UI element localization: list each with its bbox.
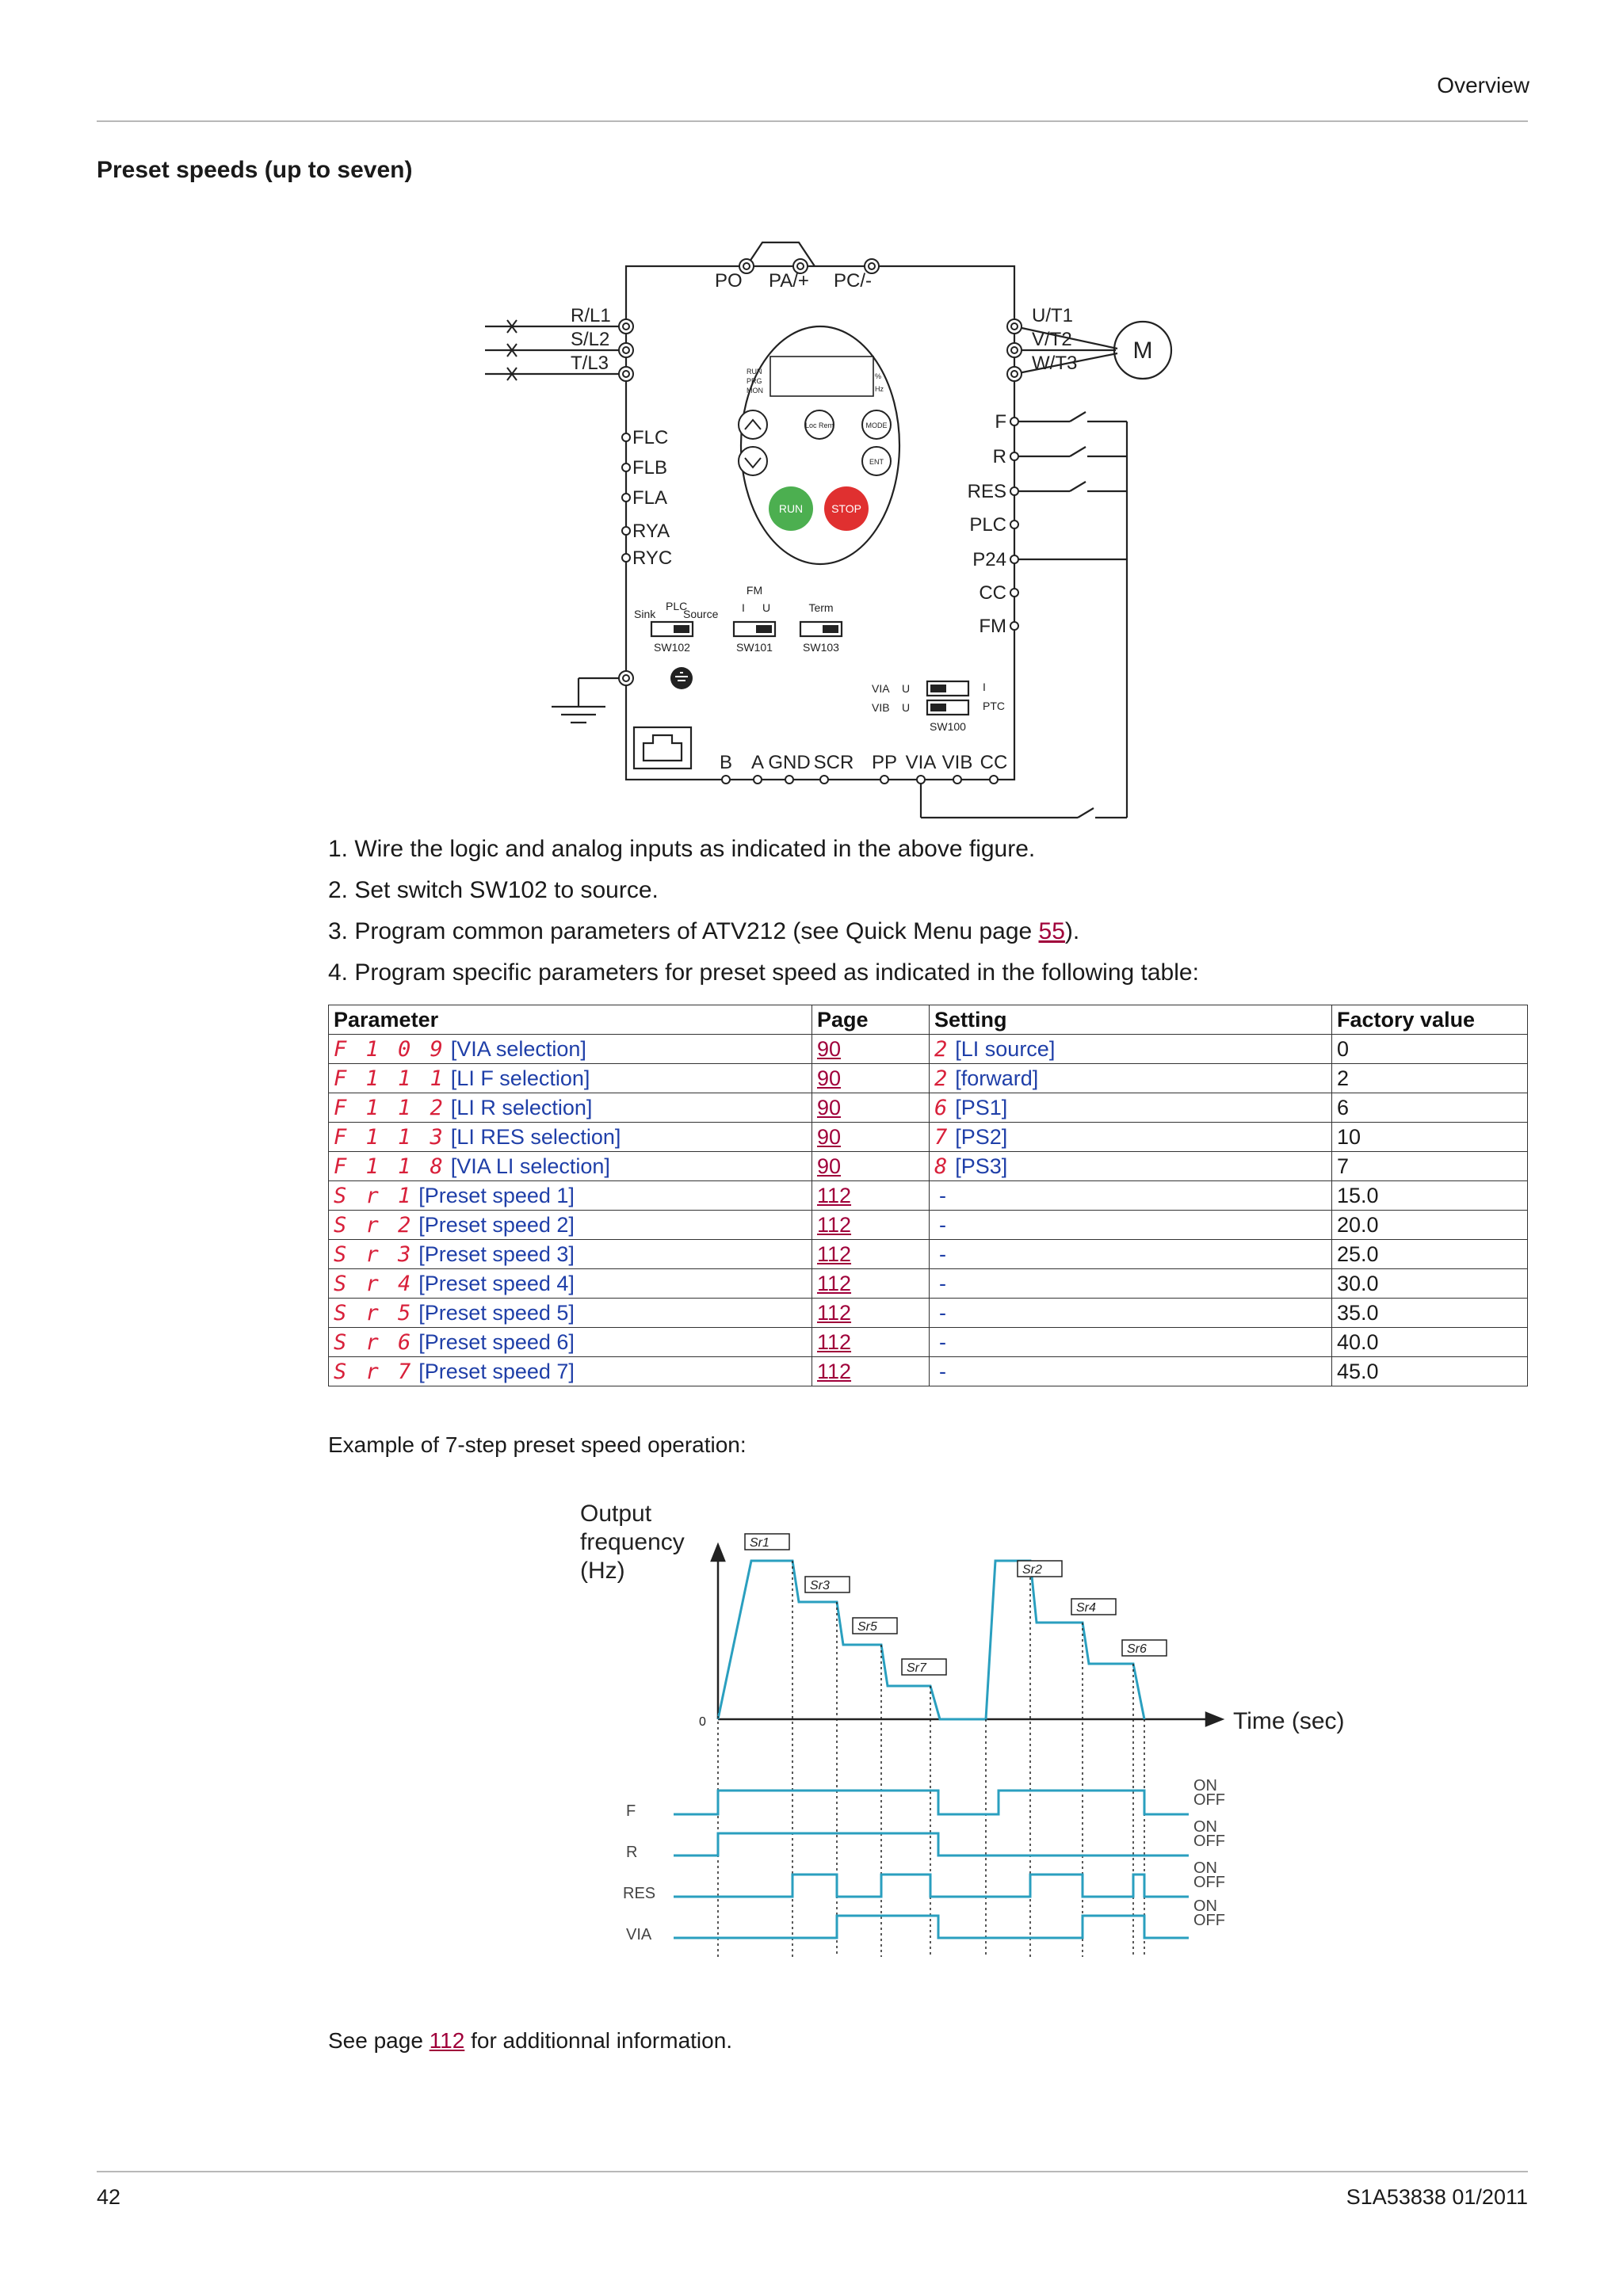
signal-via [674, 1916, 1189, 1938]
svg-text:PTC: PTC [983, 700, 1005, 712]
svg-text:OFF: OFF [1193, 1874, 1225, 1891]
setting-cell [930, 1299, 1332, 1328]
svg-text:VIA: VIA [872, 682, 890, 695]
parameter-name: [VIA selection] [450, 1036, 586, 1061]
signal-f-label: F [626, 1802, 636, 1820]
setting-cell [930, 1357, 1332, 1386]
term-tl3: T/L3 [571, 353, 609, 374]
term-r: R [992, 446, 1006, 467]
setting-name: - [939, 1329, 946, 1354]
term-ryc: RYC [632, 547, 673, 569]
parameter-name: [Preset speed 1] [418, 1183, 575, 1207]
factory-value-cell: 2 [1332, 1064, 1528, 1093]
page-cell [812, 1093, 930, 1123]
term-fla: FLA [632, 487, 668, 509]
table-row [329, 1064, 1528, 1093]
term-res: RES [967, 481, 1006, 502]
step-1: 1. Wire the logic and analog inputs as indicated in the above figure. [328, 836, 1036, 862]
setting-cell [930, 1152, 1332, 1181]
svg-text:RUN: RUN [747, 368, 762, 376]
parameter-name: [Preset speed 2] [418, 1212, 575, 1237]
setting-cell [930, 1328, 1332, 1357]
header-rule [97, 120, 1528, 122]
setting-cell [930, 1181, 1332, 1211]
term-gnd: GND [768, 752, 811, 773]
page-cell [812, 1299, 930, 1328]
page-cell [812, 1123, 930, 1152]
col-setting: Setting [930, 1005, 1332, 1035]
setting-name: [PS1] [955, 1095, 1008, 1119]
speed-tag-sr7: Sr7 [907, 1661, 926, 1675]
svg-text:ENT: ENT [869, 458, 884, 466]
term-plc: PLC [969, 514, 1006, 536]
step-2: 2. Set switch SW102 to source. [328, 877, 659, 903]
ground-icon [670, 667, 693, 689]
term-pp: PP [871, 752, 898, 773]
factory-value-cell: 30.0 [1332, 1269, 1528, 1299]
table-row [329, 1152, 1528, 1181]
table-row [329, 1357, 1528, 1386]
factory-value-cell: 20.0 [1332, 1211, 1528, 1240]
setting-cell [930, 1211, 1332, 1240]
signal-f [674, 1791, 1189, 1814]
setting-code: 2 [934, 1066, 951, 1091]
y-label-line-3: (Hz) [580, 1558, 625, 1584]
table-row [329, 1093, 1528, 1123]
svg-text:I: I [742, 601, 745, 614]
header-section-label: Overview [1437, 73, 1529, 97]
setting-code: 2 [934, 1036, 951, 1062]
setting-name: - [939, 1212, 946, 1237]
parameter-code: S r 3 [334, 1241, 414, 1267]
svg-text:Hz: Hz [875, 385, 884, 393]
parameter-name: [Preset speed 4] [418, 1271, 575, 1295]
factory-value-cell: 25.0 [1332, 1240, 1528, 1269]
svg-text:U: U [902, 701, 911, 714]
term-f: F [995, 411, 1006, 433]
svg-text:MODE: MODE [865, 421, 888, 429]
parameter-code: F 1 1 3 [334, 1124, 446, 1150]
parameter-name: [LI F selection] [450, 1066, 590, 1090]
svg-text:Loc Rem: Loc Rem [804, 421, 834, 429]
speed-tag-sr5: Sr5 [857, 1620, 877, 1634]
col-factory-value: Factory value [1332, 1005, 1528, 1035]
example-label: Example of 7-step preset speed operation: [328, 1432, 747, 1457]
parameter-code: S r 1 [334, 1183, 414, 1208]
signal-r [674, 1833, 1189, 1855]
page-cell [812, 1035, 930, 1064]
parameter-cell [329, 1240, 812, 1269]
parameter-code: F 1 0 9 [334, 1036, 446, 1062]
svg-text:ON: ON [1193, 1777, 1217, 1794]
setting-name: [PS3] [955, 1154, 1008, 1178]
parameter-cell [329, 1211, 812, 1240]
svg-text:SW102: SW102 [654, 641, 690, 654]
speed-tag-sr3: Sr3 [810, 1579, 830, 1592]
page-link[interactable]: 112 [817, 1300, 852, 1325]
quick-menu-page-link[interactable]: 55 [1038, 918, 1065, 944]
parameter-code: S r 2 [334, 1212, 414, 1238]
parameter-cell [329, 1093, 812, 1123]
x-label: Time (sec) [1233, 1708, 1345, 1734]
parameter-name: [VIA LI selection] [450, 1154, 610, 1178]
setting-cell [930, 1240, 1332, 1269]
parameter-code: S r 5 [334, 1300, 414, 1325]
see-page-link[interactable]: 112 [429, 2028, 465, 2053]
setting-cell [930, 1035, 1332, 1064]
term-po: PO [715, 270, 743, 292]
parameter-name: [Preset speed 6] [418, 1329, 575, 1354]
svg-text:Term: Term [808, 601, 834, 614]
page-cell [812, 1152, 930, 1181]
page-cell [812, 1240, 930, 1269]
parameter-code: F 1 1 2 [334, 1095, 446, 1120]
parameter-name: [Preset speed 5] [418, 1300, 575, 1325]
signal-res [674, 1875, 1189, 1897]
svg-text:Sink: Sink [634, 608, 656, 620]
parameter-name: [LI RES selection] [450, 1124, 621, 1149]
table-row [329, 1123, 1528, 1152]
term-cc: CC [979, 582, 1006, 604]
term-sl2: S/L2 [571, 329, 610, 350]
parameter-code: S r 4 [334, 1271, 414, 1296]
parameter-code: F 1 1 8 [334, 1154, 446, 1179]
wiring-diagram [475, 238, 1189, 824]
term-ut1: U/T1 [1032, 305, 1074, 326]
table-row [329, 1269, 1528, 1299]
page-number: 42 [97, 2185, 121, 2209]
page-cell [812, 1064, 930, 1093]
term-p24: P24 [972, 549, 1006, 570]
parameter-cell [329, 1328, 812, 1357]
parameter-name: [Preset speed 3] [418, 1241, 575, 1266]
setting-cell [930, 1093, 1332, 1123]
col-page: Page [812, 1005, 930, 1035]
table-row [329, 1240, 1528, 1269]
term-pc: PC/- [834, 270, 872, 292]
svg-text:VIB: VIB [872, 701, 890, 714]
y-label-line-2: frequency [580, 1529, 685, 1555]
parameter-cell [329, 1123, 812, 1152]
parameter-code: S r 7 [334, 1359, 414, 1384]
parameter-name: [LI R selection] [450, 1095, 593, 1119]
svg-text:ON: ON [1193, 1859, 1217, 1877]
document-reference: S1A53838 01/2011 [1346, 2185, 1528, 2209]
svg-text:OFF: OFF [1193, 1833, 1225, 1850]
signal-via-label: VIA [626, 1926, 652, 1943]
parameter-cell [329, 1357, 812, 1386]
page-cell [812, 1211, 930, 1240]
page-cell [812, 1269, 930, 1299]
svg-text:ON: ON [1193, 1897, 1217, 1915]
svg-text:SW103: SW103 [803, 641, 839, 654]
col-parameter: Parameter [329, 1005, 812, 1035]
term-wt3: W/T3 [1032, 353, 1078, 374]
svg-text:PLC: PLC [666, 600, 688, 612]
page-link[interactable]: 90 [817, 1124, 842, 1149]
factory-value-cell: 40.0 [1332, 1328, 1528, 1357]
page-link[interactable]: 112 [817, 1183, 852, 1207]
parameter-cell [329, 1299, 812, 1328]
setting-cell [930, 1123, 1332, 1152]
svg-text:PRG: PRG [747, 377, 762, 385]
svg-text:OFF: OFF [1193, 1912, 1225, 1929]
svg-text:SW101: SW101 [736, 641, 773, 654]
term-rl1: R/L1 [571, 305, 611, 326]
run-label: RUN [778, 502, 804, 515]
term-flc: FLC [632, 427, 669, 448]
frequency-profile [718, 1561, 1144, 1719]
parameter-cell [329, 1269, 812, 1299]
svg-text:MON: MON [747, 387, 763, 395]
keypad-display [770, 357, 873, 396]
y-label-line-1: Output [580, 1501, 652, 1527]
parameter-name: [Preset speed 7] [418, 1359, 575, 1383]
table-row [329, 1035, 1528, 1064]
page-link[interactable]: 90 [817, 1095, 842, 1119]
step-3: 3. Program common parameters of ATV212 (see Quick Menu page 55). [328, 918, 1080, 944]
drive-box [626, 266, 1014, 780]
keypad-oval [741, 326, 899, 564]
parameter-code: F 1 1 1 [334, 1066, 446, 1091]
term-flb: FLB [632, 457, 668, 479]
factory-value-cell: 45.0 [1332, 1357, 1528, 1386]
page-link[interactable]: 112 [817, 1329, 852, 1354]
instruction-steps [328, 833, 1199, 998]
term-fm: FM [979, 616, 1006, 637]
setting-code: 8 [934, 1154, 951, 1179]
svg-text:U: U [762, 601, 771, 614]
term-rya: RYA [632, 521, 670, 542]
speed-tag-sr6: Sr6 [1127, 1642, 1147, 1656]
stop-label: STOP [831, 502, 861, 515]
see-page-note: See page 112 for additionnal information. [328, 2028, 733, 2053]
svg-text:Source: Source [683, 608, 719, 620]
parameter-code: S r 6 [334, 1329, 414, 1355]
speed-tag-sr4: Sr4 [1076, 1601, 1096, 1615]
page-cell [812, 1181, 930, 1211]
page-title: Preset speeds (up to seven) [97, 157, 413, 183]
page-link[interactable]: 90 [817, 1066, 842, 1090]
svg-text:ON: ON [1193, 1818, 1217, 1836]
term-pa: PA/+ [769, 270, 809, 292]
table-row [329, 1328, 1528, 1357]
term-via: VIA [905, 752, 937, 773]
footer-rule [97, 2171, 1528, 2172]
term-b: B [719, 752, 733, 773]
setting-cell [930, 1269, 1332, 1299]
parameter-table [328, 1005, 1528, 1386]
term-scr: SCR [813, 752, 854, 773]
page-link[interactable]: 112 [817, 1359, 852, 1383]
table-row [329, 1181, 1528, 1211]
setting-name: [forward] [955, 1066, 1039, 1090]
setting-name: - [939, 1359, 946, 1383]
speed-tag-sr2: Sr2 [1022, 1563, 1042, 1577]
svg-text:SW100: SW100 [930, 720, 966, 733]
setting-cell [930, 1064, 1332, 1093]
parameter-cell [329, 1064, 812, 1093]
setting-name: [PS2] [955, 1124, 1008, 1149]
term-vt2: V/T2 [1032, 329, 1072, 350]
page-link[interactable]: 90 [817, 1154, 842, 1178]
setting-name: [LI source] [955, 1036, 1056, 1061]
motor-label: M [1132, 338, 1153, 364]
signal-r-label: R [626, 1844, 638, 1861]
speed-tag-sr1: Sr1 [750, 1536, 769, 1550]
factory-value-cell: 6 [1332, 1093, 1528, 1123]
setting-code: 7 [934, 1124, 951, 1150]
timing-diagram [555, 1489, 1395, 1981]
parameter-cell [329, 1035, 812, 1064]
origin-label: 0 [699, 1715, 706, 1729]
factory-value-cell: 7 [1332, 1152, 1528, 1181]
factory-value-cell: 0 [1332, 1035, 1528, 1064]
term-a: A [750, 752, 765, 773]
page-link[interactable]: 90 [817, 1036, 842, 1061]
page-cell [812, 1328, 930, 1357]
term-vib: VIB [941, 752, 973, 773]
table-row [329, 1299, 1528, 1328]
setting-name: - [939, 1183, 946, 1207]
table-header-row [329, 1005, 1528, 1035]
factory-value-cell: 10 [1332, 1123, 1528, 1152]
factory-value-cell: 15.0 [1332, 1181, 1528, 1211]
step-4: 4. Program specific parameters for preset speed as indicated in the following table: [328, 959, 1199, 986]
page-link[interactable]: 112 [817, 1212, 852, 1237]
svg-text:U: U [902, 682, 911, 695]
parameter-cell [329, 1181, 812, 1211]
svg-text:%: % [875, 372, 882, 380]
svg-text:OFF: OFF [1193, 1791, 1225, 1809]
page-link[interactable]: 112 [817, 1241, 852, 1266]
term-cc-bottom: CC [980, 752, 1008, 773]
page-link[interactable]: 112 [817, 1271, 852, 1295]
setting-name: - [939, 1241, 946, 1266]
signal-res-label: RES [623, 1885, 656, 1902]
setting-code: 6 [934, 1095, 951, 1120]
svg-text:I: I [983, 681, 986, 693]
setting-name: - [939, 1271, 946, 1295]
factory-value-cell: 35.0 [1332, 1299, 1528, 1328]
svg-text:FM: FM [746, 584, 763, 597]
setting-name: - [939, 1300, 946, 1325]
page-cell [812, 1357, 930, 1386]
parameter-cell [329, 1152, 812, 1181]
table-row [329, 1211, 1528, 1240]
